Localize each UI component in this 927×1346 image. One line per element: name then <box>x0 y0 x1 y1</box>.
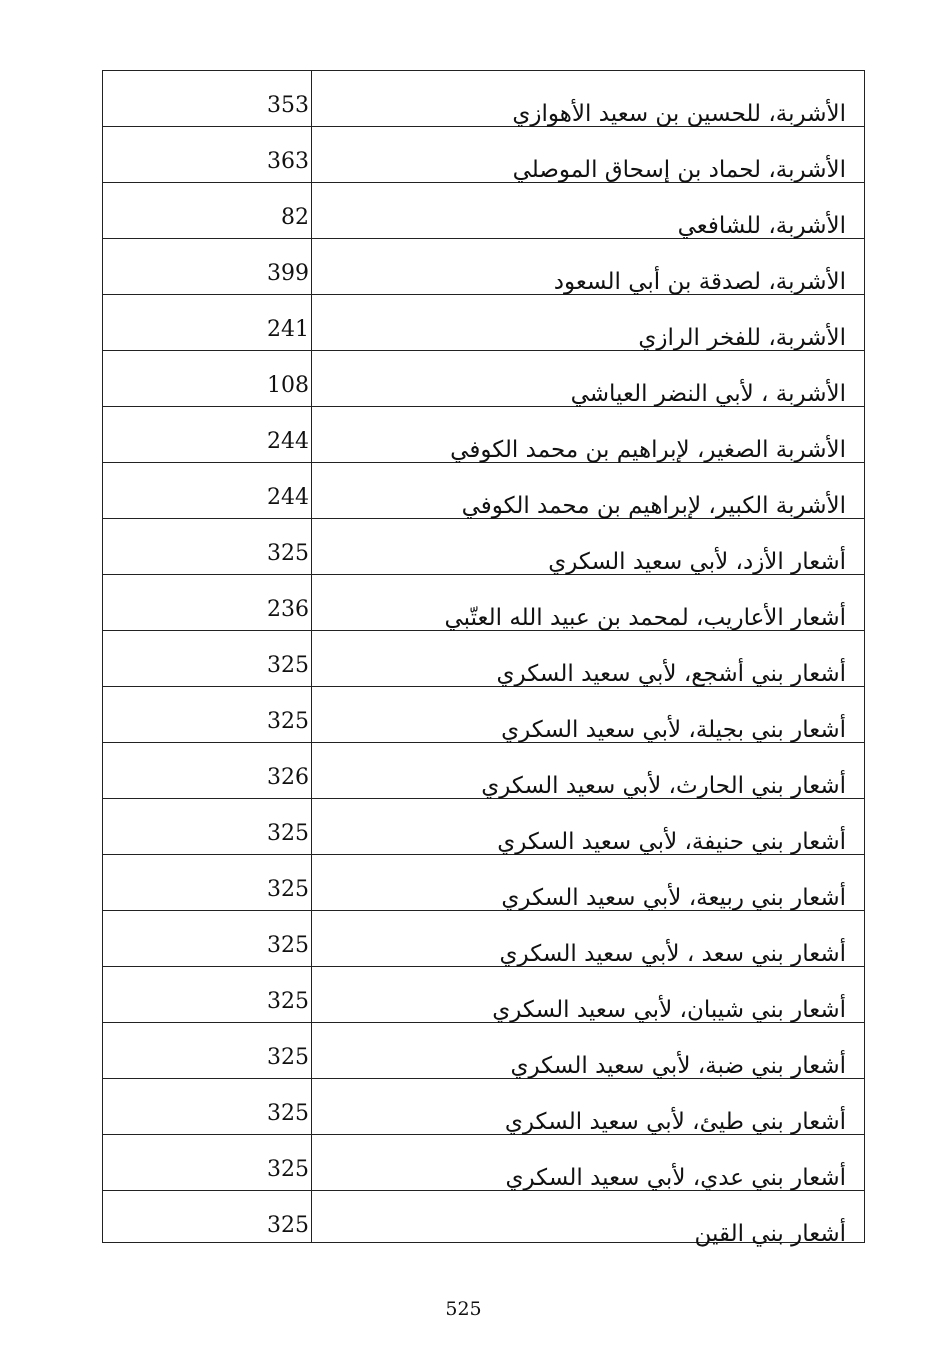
entry-title: أشعار بني طيئ، لأبي سعيد السكري <box>504 1109 846 1135</box>
page-ref: 108 <box>267 373 309 398</box>
page-ref-cell <box>103 127 311 182</box>
table-row <box>103 575 864 631</box>
page-ref: 325 <box>267 1045 309 1070</box>
page-ref-cell <box>103 407 311 462</box>
title-cell <box>313 351 864 406</box>
title-cell <box>313 407 864 462</box>
table-row <box>103 239 864 295</box>
page-ref: 325 <box>267 709 309 734</box>
table-row <box>103 295 864 351</box>
page-ref-cell <box>103 351 311 406</box>
page-ref-cell <box>103 519 311 574</box>
page-ref-cell <box>103 967 311 1022</box>
entry-title: أشعار بني عدي، لأبي سعيد السكري <box>505 1165 846 1191</box>
entry-title: الأشربة الكبير، لإبراهيم بن محمد الكوفي <box>461 493 846 519</box>
page-ref: 241 <box>267 317 309 342</box>
page-ref: 363 <box>267 149 309 174</box>
page-ref: 325 <box>267 933 309 958</box>
entry-title: أشعار بني ضبة، لأبي سعيد السكري <box>510 1053 846 1079</box>
title-cell <box>313 687 864 742</box>
page-ref-cell <box>103 575 311 630</box>
page-ref-cell <box>103 71 311 126</box>
page-ref-cell <box>103 1191 311 1241</box>
entry-title: أشعار بني بجيلة، لأبي سعيد السكري <box>501 717 846 743</box>
page-ref-cell <box>103 1023 311 1078</box>
page-ref: 326 <box>267 765 309 790</box>
table-row <box>103 743 864 799</box>
entry-title: الأشربة، للحسين بن سعيد الأهوازي <box>512 101 846 127</box>
index-table <box>102 70 865 1247</box>
page-ref-cell <box>103 799 311 854</box>
table-row <box>103 183 864 239</box>
title-cell <box>313 239 864 294</box>
entry-title: الأشربة ، لأبي النضر العياشي <box>570 381 846 407</box>
page-ref: 82 <box>281 205 309 230</box>
title-cell <box>313 1079 864 1134</box>
entry-title: أشعار بني القين <box>694 1221 846 1247</box>
page-ref: 325 <box>267 1157 309 1182</box>
page-ref: 325 <box>267 1213 309 1238</box>
title-cell <box>313 1191 864 1247</box>
table-row <box>103 407 864 463</box>
table-row <box>103 1023 864 1079</box>
table-row <box>103 519 864 575</box>
page-ref-cell <box>103 855 311 910</box>
page-ref: 244 <box>267 485 309 510</box>
entry-title: الأشربة، للشافعي <box>677 213 846 239</box>
title-cell <box>313 967 864 1022</box>
title-cell <box>313 799 864 854</box>
page-ref: 353 <box>267 93 309 118</box>
page-ref: 325 <box>267 877 309 902</box>
page-ref-cell <box>103 295 311 350</box>
table-row <box>103 1135 864 1191</box>
entry-title: أشعار بني الحارث، لأبي سعيد السكري <box>481 773 846 799</box>
entry-title: أشعار بني ربيعة، لأبي سعيد السكري <box>501 885 846 911</box>
title-cell <box>313 631 864 686</box>
table-row <box>103 127 864 183</box>
title-cell <box>313 127 864 182</box>
title-cell <box>313 71 864 126</box>
page-ref-cell <box>103 183 311 238</box>
table-row <box>103 855 864 911</box>
entry-title: الأشربة، لحماد بن إسحاق الموصلي <box>512 157 846 183</box>
page-ref-cell <box>103 911 311 966</box>
title-cell <box>313 855 864 910</box>
title-cell <box>313 183 864 238</box>
page-ref: 325 <box>267 821 309 846</box>
title-cell <box>313 911 864 966</box>
entry-title: الأشربة، لصدقة بن أبي السعود <box>553 269 846 295</box>
page-ref: 325 <box>267 989 309 1014</box>
table-row <box>103 1079 864 1135</box>
entry-title: أشعار بني أشجع، لأبي سعيد السكري <box>496 661 846 687</box>
entry-title: أشعار بني حنيفة، لأبي سعيد السكري <box>497 829 846 855</box>
page-ref-cell <box>103 631 311 686</box>
table-row <box>103 463 864 519</box>
page-ref-cell <box>103 687 311 742</box>
page-ref: 325 <box>267 1101 309 1126</box>
table-row <box>103 631 864 687</box>
table-row <box>103 687 864 743</box>
page-ref: 325 <box>267 541 309 566</box>
entry-title: الأشربة، للفخر الرازي <box>638 325 846 351</box>
entry-title: أشعار بني شيبان، لأبي سعيد السكري <box>492 997 846 1023</box>
page-ref: 325 <box>267 653 309 678</box>
entry-title: أشعار الأعاريب، لمحمد بن عبيد الله العتّبي <box>444 605 846 631</box>
table-row <box>103 351 864 407</box>
title-cell <box>313 1135 864 1190</box>
entry-title: الأشربة الصغير، لإبراهيم بن محمد الكوفي <box>450 437 846 463</box>
title-cell <box>313 519 864 574</box>
table-row <box>103 1191 864 1247</box>
page-ref-cell <box>103 743 311 798</box>
page-ref: 236 <box>267 597 309 622</box>
entry-title: أشعار بني سعد ، لأبي سعيد السكري <box>499 941 846 967</box>
page-ref-cell <box>103 1079 311 1134</box>
table-row <box>103 71 864 127</box>
table-row <box>103 911 864 967</box>
page-ref-cell <box>103 1135 311 1190</box>
title-cell <box>313 1023 864 1078</box>
table-row <box>103 967 864 1023</box>
entry-title: أشعار الأزد، لأبي سعيد السكري <box>548 549 846 575</box>
title-cell <box>313 743 864 798</box>
table-row <box>103 799 864 855</box>
title-cell <box>313 575 864 630</box>
page-ref: 244 <box>267 429 309 454</box>
title-cell <box>313 295 864 350</box>
page-number: 525 <box>445 1298 482 1320</box>
page-ref-cell <box>103 463 311 518</box>
page-ref-cell <box>103 239 311 294</box>
title-cell <box>313 463 864 518</box>
page-ref: 399 <box>267 261 309 286</box>
